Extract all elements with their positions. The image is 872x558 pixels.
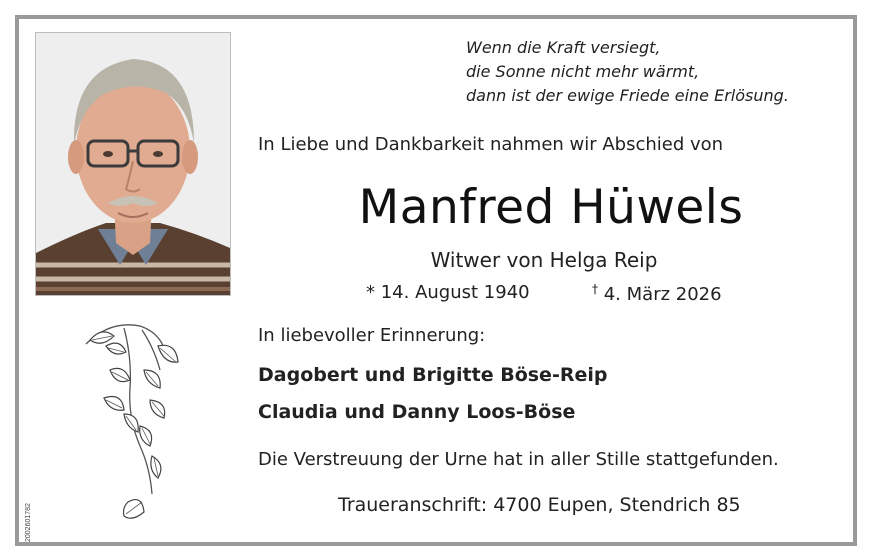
family-member-1: Dagobert und Brigitte Böse-Reip bbox=[258, 364, 608, 386]
remembrance-heading: In liebevoller Erinnerung: bbox=[258, 325, 486, 346]
birth-symbol: * bbox=[366, 282, 375, 303]
reference-number-text: 2002601782 bbox=[25, 503, 32, 542]
widow-line: Witwer von Helga Reip bbox=[430, 248, 658, 272]
family-member-2: Claudia und Danny Loos-Böse bbox=[258, 401, 576, 423]
birth-date-line bbox=[366, 282, 530, 303]
deceased-name: Manfred Hüwels bbox=[358, 180, 744, 235]
memorial-poem bbox=[466, 36, 789, 108]
poem-line-3: dann ist der ewige Friede eine Erlösung. bbox=[466, 86, 789, 105]
poem-line-2: die Sonne nicht mehr wärmt, bbox=[466, 62, 700, 81]
portrait-illustration bbox=[36, 33, 230, 295]
birch-branch-icon bbox=[80, 318, 190, 530]
urn-note: Die Verstreuung der Urne hat in aller Stille stattgefunden. bbox=[258, 449, 779, 470]
intro-text: In Liebe und Dankbarkeit nahmen wir Abschied von bbox=[258, 134, 724, 155]
reference-number bbox=[22, 486, 32, 542]
portrait-photo bbox=[35, 32, 231, 296]
death-date: 4. März 2026 bbox=[603, 284, 722, 305]
mourning-address: Traueranschrift: 4700 Eupen, Stendrich 85 bbox=[338, 494, 741, 516]
death-symbol: † bbox=[592, 282, 598, 296]
poem-line-1: Wenn die Kraft versiegt, bbox=[466, 38, 661, 57]
death-date-line bbox=[592, 282, 722, 305]
birth-date: 14. August 1940 bbox=[380, 282, 530, 303]
